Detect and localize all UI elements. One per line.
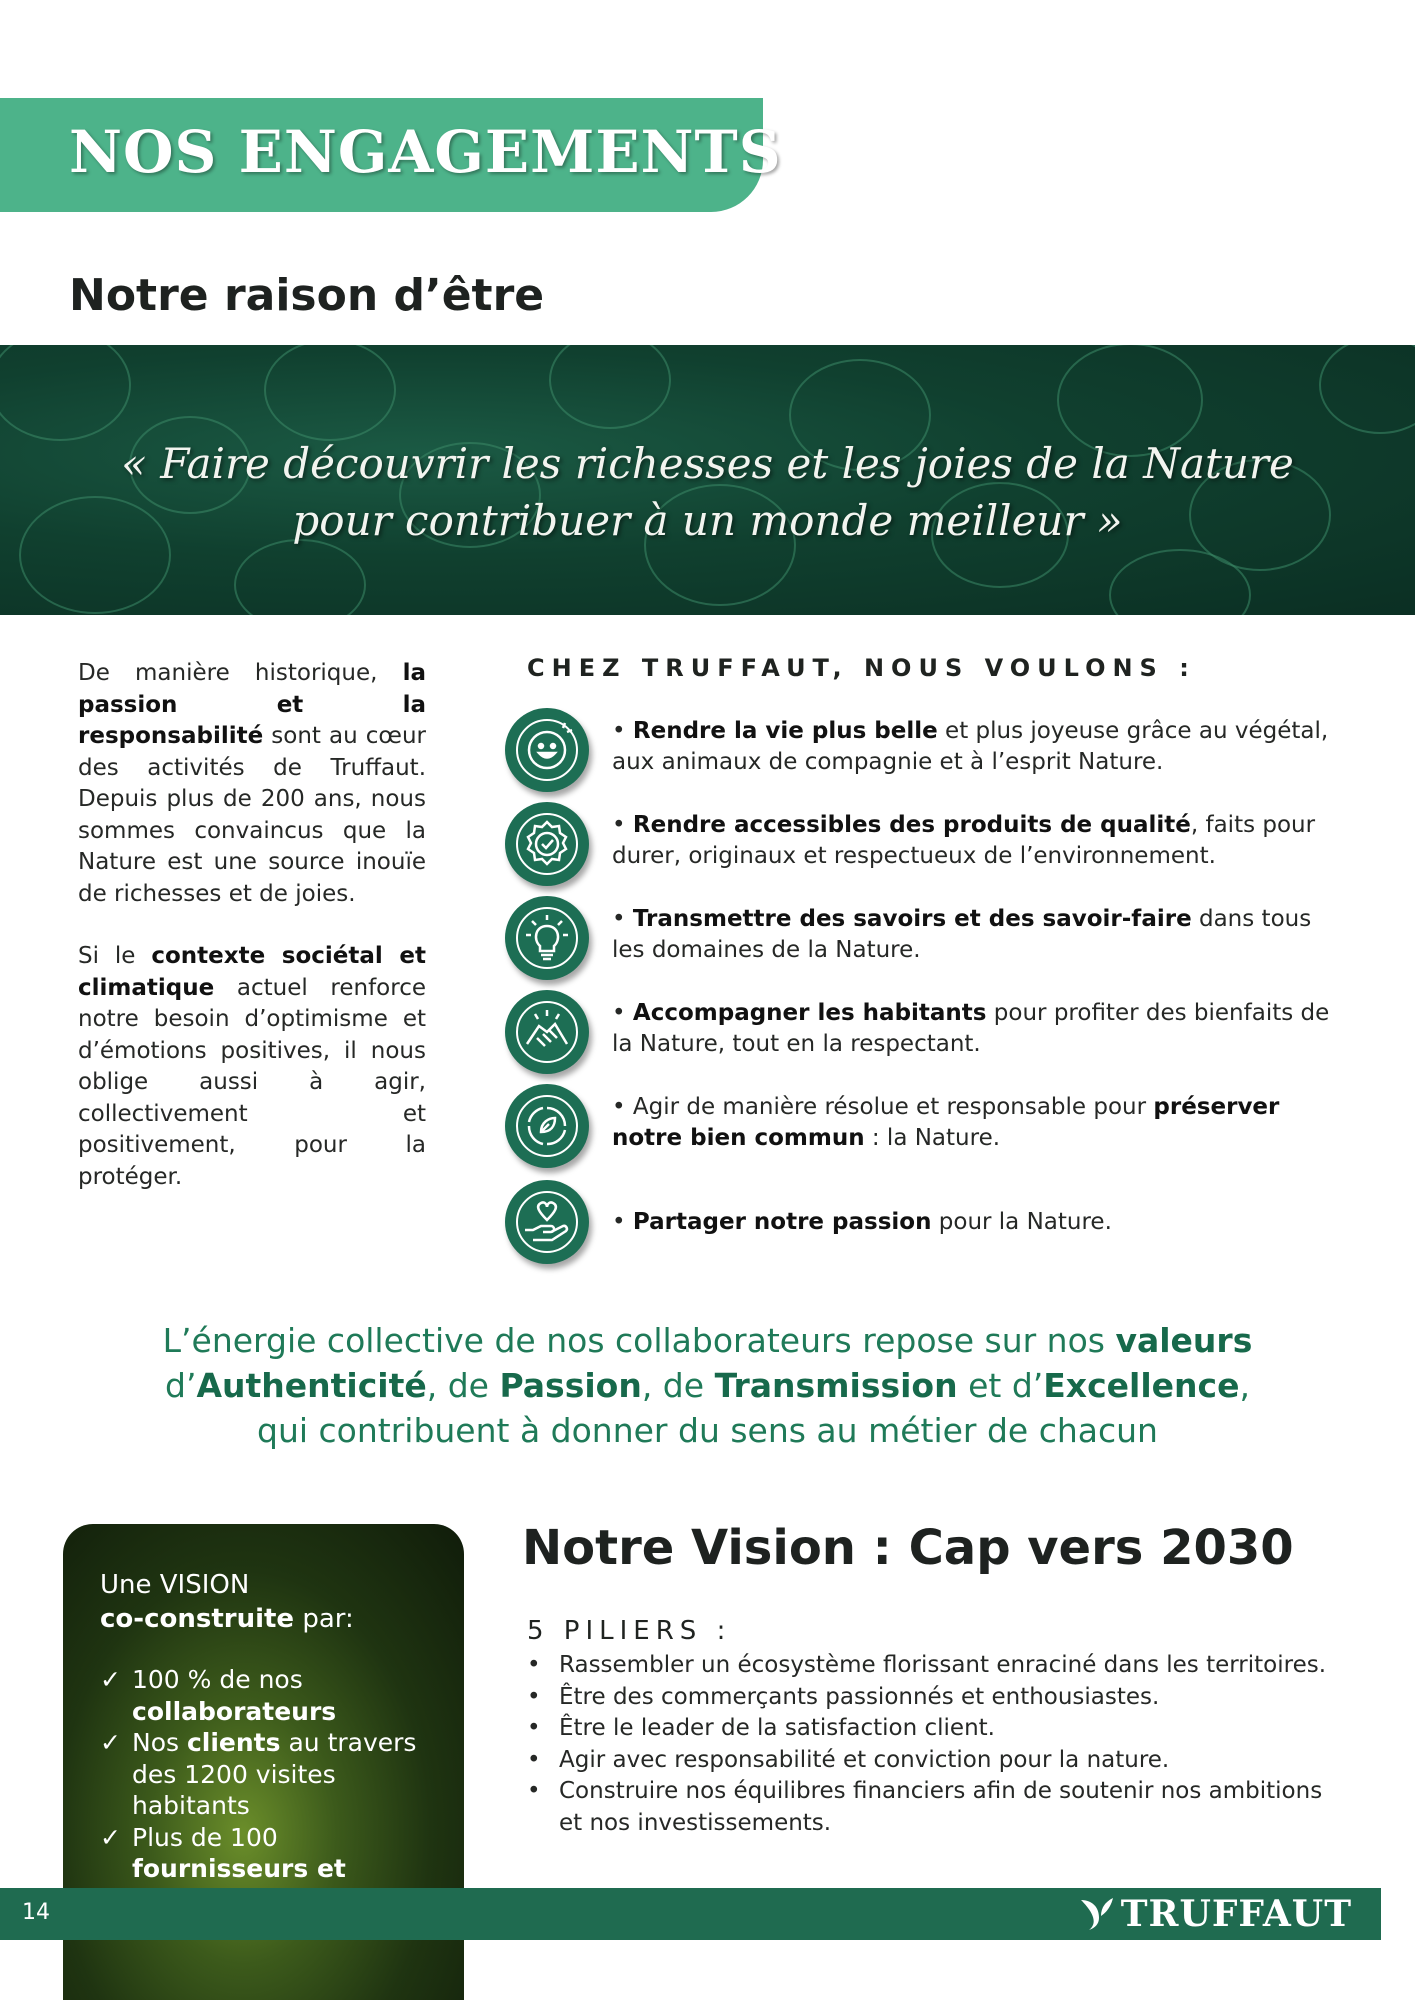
goal-item: • Accompagner les habitants pour profiter des bienfaits de la Nature, tout en la respectant. (612, 1000, 1330, 1057)
pilier-item: • Construire nos équilibres financiers afin de soutenir nos ambitions et nos investissements. (527, 1778, 1323, 1836)
vision-card-item: ✓ Nos clients au travers des 1200 visites habitants (100, 1728, 417, 1820)
intro-paragraph-1: De manière historique, la passion et la responsabilité sont au cœur des activités de Truffaut. Depuis plus de 200 ans, nous sommes convaincus que la Nature est une source inouïe de richesses et de joies. (78, 660, 426, 907)
intro-text (78, 658, 426, 1224)
brand-name: TRUFFAUT (1120, 1893, 1352, 1935)
pilier-item: • Être le leader de la satisfaction client. (527, 1715, 995, 1741)
goal-item: • Rendre accessibles des produits de qualité, faits pour durer, originaux et respectueux de l’environnement. (612, 812, 1316, 869)
piliers-list (527, 1650, 1327, 1839)
check-icon: ✓ (100, 1665, 121, 1694)
pilier-item: • Agir avec responsabilité et conviction pour la nature. (527, 1746, 1170, 1773)
vision-card-item: ✓ 100 % de nos collaborateurs (100, 1665, 337, 1726)
check-icon: ✓ (100, 1728, 121, 1757)
leaf-logo-icon (1077, 1896, 1117, 1932)
smiley-icon (505, 708, 589, 792)
brand-logo (1077, 1893, 1352, 1935)
quote-line-1: « Faire découvrir les richesses et les joies de la Nature (121, 439, 1294, 488)
raison-heading: Notre raison d’être (69, 270, 545, 321)
lightbulb-icon (505, 896, 589, 980)
purpose-quote (0, 435, 1415, 549)
page-title: NOS ENGAGEMENTS (69, 118, 782, 186)
vision-card-intro: Une VISION co-construite par: (100, 1570, 354, 1634)
goal-item: • Transmettre des savoirs et des savoir-faire dans tous les domaines de la Nature. (612, 906, 1312, 963)
vision-card-item: ✓ Plus de 100 fournisseurs et (100, 1822, 346, 1883)
intro-paragraph-2: Si le contexte sociétal et climatique actuel renforce notre besoin d’optimisme et d’émotions positives, il nous oblige aussi à agir, collectivement et positivement, pour la protéger. (78, 943, 427, 1190)
piliers-label: 5 PILIERS : (527, 1616, 732, 1646)
goal-item: • Agir de manière résolue et responsable pour préserver notre bien commun : la Nature. (612, 1094, 1280, 1151)
quote-line-2: pour contribuer à un monde meilleur » (292, 496, 1123, 545)
check-icon: ✓ (100, 1822, 121, 1852)
heart-hand-icon (505, 1180, 589, 1264)
goal-item: • Rendre la vie plus belle et plus joyeuse grâce au végétal, aux animaux de compagnie et à l’esprit Nature. (612, 718, 1329, 775)
quote-banner (0, 345, 1415, 615)
pilier-item: • Être des commerçants passionnés et enthousiastes. (527, 1683, 1160, 1710)
pilier-item: • Rassembler un écosystème florissant enraciné dans les territoires. (527, 1652, 1327, 1678)
quality-badge-icon (505, 802, 589, 886)
vision-heading: Notre Vision : Cap vers 2030 (522, 1520, 1294, 1576)
vision-card-list (100, 1664, 450, 1916)
recycle-leaf-icon (505, 1084, 589, 1168)
handshake-icon (505, 990, 589, 1074)
values-statement: L’énergie collective de nos collaborateurs repose sur nos valeurs d’Authenticité, de Passion, de Transmission et d’Excellence, qui contribuent à donner du sens au métier de chacun (162, 1321, 1253, 1450)
goals-label: CHEZ TRUFFAUT, NOUS VOULONS : (527, 654, 1196, 682)
page-number: 14 (22, 1900, 50, 1925)
goal-item: • Partager notre passion pour la Nature. (612, 1209, 1112, 1235)
